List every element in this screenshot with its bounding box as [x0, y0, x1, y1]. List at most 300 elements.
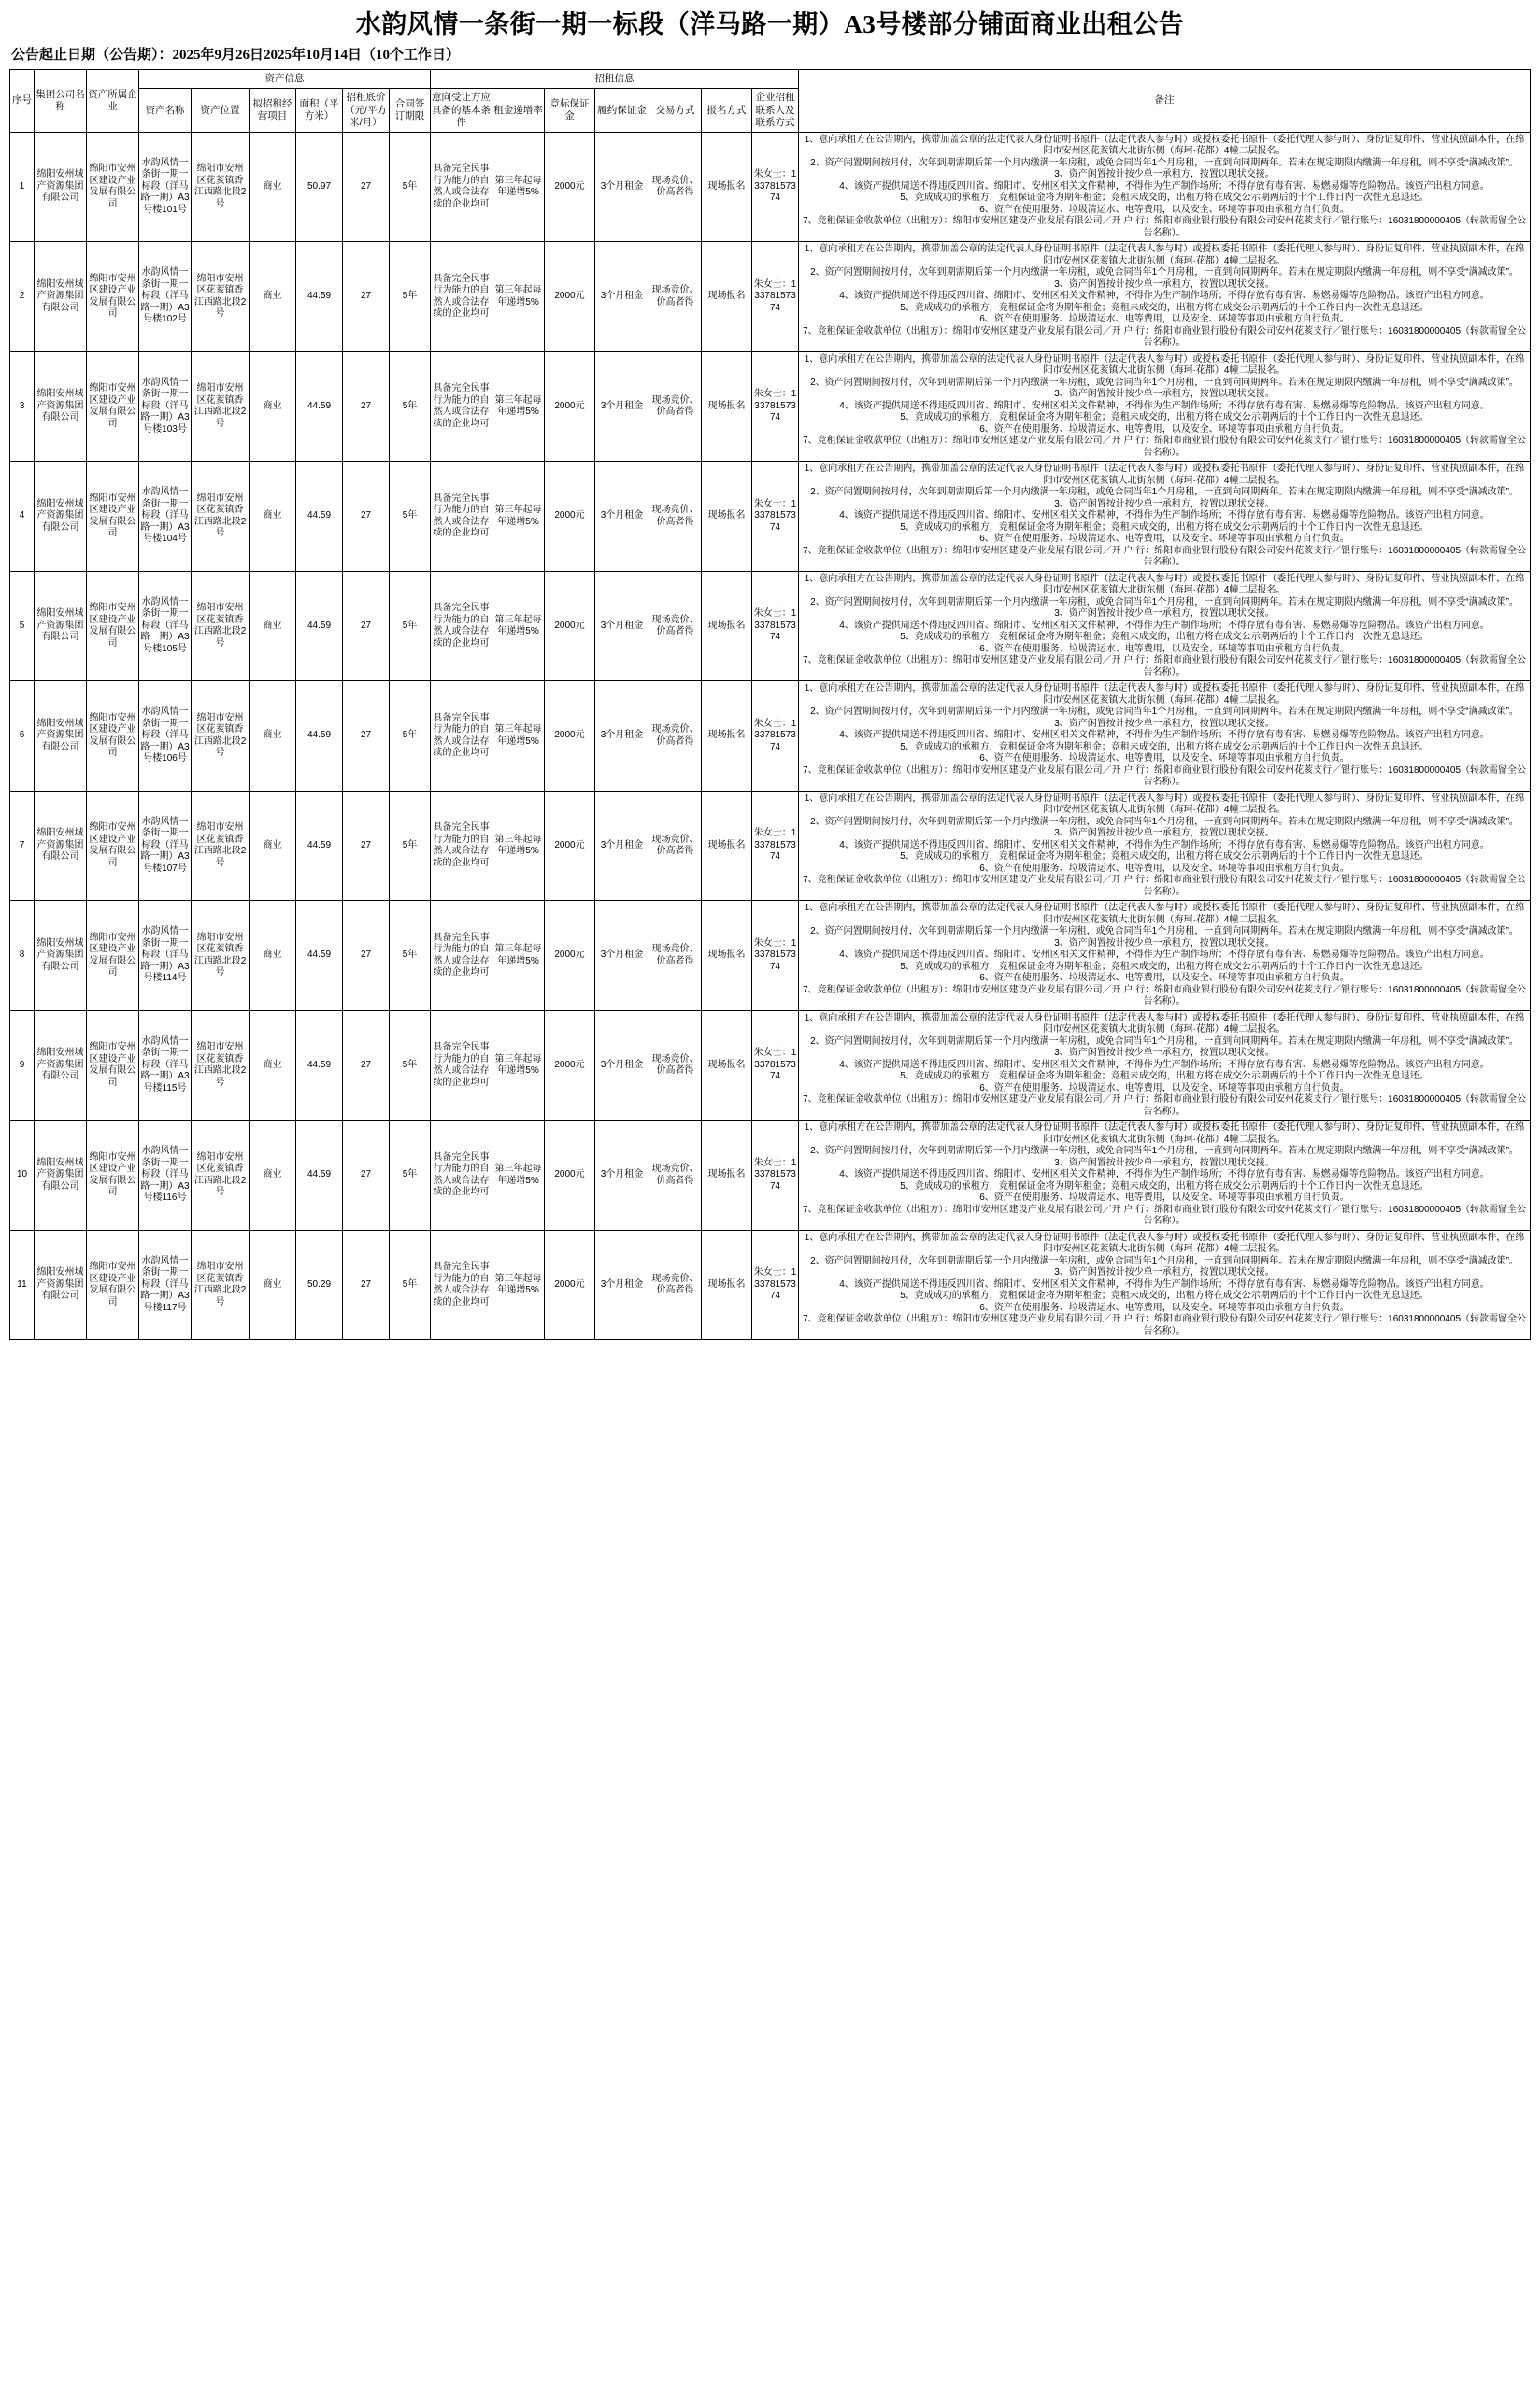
remark-line: 7、竞租保证金收款单位（出租方）：绵阳市安州区建设产业发展有限公司／开 户 行：绵阳市商业银行股份有限公司安州花荄支行／银行账号：16031800000405（转款需留全公告名称）。 [803, 1094, 1527, 1117]
cell-asset-name: 水韵风情一条街一期一标段（洋马路一期）A3号楼105号 [139, 571, 192, 681]
cell-asset-location: 绵阳市安州区花荄镇香江西路北段2号 [192, 1010, 250, 1121]
cell-growth-rate: 第三年起每年递增5% [492, 351, 545, 462]
cell-price: 27 [343, 351, 390, 462]
cell-index: 5 [10, 571, 35, 681]
cell-signup-method: 现场报名 [702, 571, 752, 681]
remark-line: 2、资产闲置期间按月付，次年到期需期后第一个月内缴满一年房租，或免合同当年1个月房租，一直到向同期两年。若未在规定期限内缴满一年房租，则不享受“满减政策”。 [810, 487, 1519, 498]
table-row [10, 1230, 1531, 1340]
cell-basic-condition: 具备完全民事行为能力的自然人或合法存续的企业均可 [431, 242, 492, 352]
cell-signup-method: 现场报名 [702, 132, 752, 242]
remark-line: 3、资产闲置按计按少单一承租方，按置以现状交接。 [1054, 1157, 1275, 1168]
header-rent-info: 招租信息 [431, 70, 799, 89]
table-row [10, 132, 1531, 242]
listing-table [9, 69, 1531, 1340]
remark-line: 2、资产闲置期间按月付，次年到期需期后第一个月内缴满一年房租，或免合同当年1个月房租，一直到向同期两年。若未在规定期限内缴满一年房租，则不享受“满减政策”。 [810, 377, 1519, 388]
cell-asset-location: 绵阳市安州区花荄镇香江西路北段2号 [192, 462, 250, 572]
cell-term: 5年 [390, 681, 431, 792]
cell-signup-method: 现场报名 [702, 681, 752, 792]
cell-asset-name: 水韵风情一条街一期一标段（洋马路一期）A3号楼117号 [139, 1230, 192, 1340]
cell-group-company: 绵阳安州城产资源集团有限公司 [35, 791, 87, 901]
cell-owner: 绵阳市安州区建设产业发展有限公司 [87, 1230, 139, 1340]
remark-line: 3、资产闲置按计按少单一承租方，按置以现状交接。 [1054, 828, 1275, 839]
cell-bond: 2000元 [545, 901, 595, 1011]
cell-bond: 2000元 [545, 791, 595, 901]
remark-line: 7、竞租保证金收款单位（出租方）：绵阳市安州区建设产业发展有限公司／开 户 行：绵阳市商业银行股份有限公司安州花荄支行／银行账号：16031800000405（转款需留全公告名称）。 [803, 216, 1527, 238]
remark-line: 2、资产闲置期间按月付，次年到期需期后第一个月内缴满一年房租，或免合同当年1个月房租，一直到向同期两年。若未在规定期限内缴满一年房租，则不享受“满减政策”。 [810, 926, 1519, 937]
remark-line: 7、竞租保证金收款单位（出租方）：绵阳市安州区建设产业发展有限公司／开 户 行：绵阳市商业银行股份有限公司安州花荄支行／银行账号：16031800000405（转款需留全公告名称）。 [803, 1314, 1527, 1336]
cell-contact: 朱女士：13378157374 [752, 571, 799, 681]
cell-remark [799, 351, 1531, 462]
cell-asset-location: 绵阳市安州区花荄镇香江西路北段2号 [192, 351, 250, 462]
remark-line: 3、资产闲置按计按少单一承租方，按置以现状交接。 [1054, 389, 1275, 400]
header-index: 序号 [10, 70, 35, 133]
cell-signup-method: 现场报名 [702, 791, 752, 901]
cell-deal-method: 现场竞价、价高者得 [649, 791, 702, 901]
cell-remark [799, 462, 1531, 572]
cell-price: 27 [343, 901, 390, 1011]
cell-growth-rate: 第三年起每年递增5% [492, 791, 545, 901]
cell-basic-condition: 具备完全民事行为能力的自然人或合法存续的企业均可 [431, 1010, 492, 1121]
remark-line: 1、意向承租方在公告期内，携带加盖公章的法定代表人身份证明书原件（法定代表人参与时）或授权委托书原件（委托代理人参与时）、身份证复印件、营业执照副本件，在绵阳市安州区花荄镇大北街东侧（海珂·花都）4幢二层报名。 [804, 1232, 1525, 1255]
cell-contact: 朱女士：13378157374 [752, 1230, 799, 1340]
remark-line: 4、该资产提供周送不得违反四川省、绵阳市、安州区相关文件精神，不得作为生产制作场所；不得存放有毒有害、易燃易爆等危险物品。该资产出租方同意。 [839, 1278, 1490, 1290]
cell-group-company: 绵阳安州城产资源集团有限公司 [35, 901, 87, 1011]
header-contact: 企业招租联系人及联系方式 [752, 89, 799, 132]
cell-index: 4 [10, 462, 35, 572]
cell-price: 27 [343, 242, 390, 352]
header-remark: 备注 [799, 70, 1531, 133]
remark-line: 5、竞成成功的承租方，竞租保证金将为期年租金；竞租未成交的，出租方将在成交公示期两后的十个工作日内一次性无息退还。 [900, 521, 1429, 533]
cell-owner: 绵阳市安州区建设产业发展有限公司 [87, 901, 139, 1011]
cell-index: 1 [10, 132, 35, 242]
cell-basic-condition: 具备完全民事行为能力的自然人或合法存续的企业均可 [431, 351, 492, 462]
remark-line: 5、竞成成功的承租方，竞租保证金将为期年租金；竞租未成交的，出租方将在成交公示期两后的十个工作日内一次性无息退还。 [900, 961, 1429, 972]
header-basic-condition: 意向受让方应具备的基本条件 [431, 89, 492, 132]
remark-line: 6、资产在使用服务、垃圾清运水、电等费用，以及安全、环境等事项由承租方自行负责。 [979, 423, 1349, 435]
remark-line: 6、资产在使用服务、垃圾清运水、电等费用，以及安全、环境等事项由承租方自行负责。 [979, 1192, 1349, 1204]
cell-signup-method: 现场报名 [702, 242, 752, 352]
header-growth-rate: 租金递增率 [492, 89, 545, 132]
cell-term: 5年 [390, 351, 431, 462]
cell-area: 44.59 [296, 351, 343, 462]
remark-line: 5、竞成成功的承租方，竞租保证金将为期年租金；竞租未成交的，出租方将在成交公示期两后的十个工作日内一次性无息退还。 [900, 632, 1429, 643]
cell-asset-location: 绵阳市安州区花荄镇香江西路北段2号 [192, 901, 250, 1011]
cell-contact: 朱女士：13378157374 [752, 462, 799, 572]
cell-remark [799, 901, 1531, 1011]
table-row [10, 462, 1531, 572]
cell-group-company: 绵阳安州城产资源集团有限公司 [35, 1121, 87, 1231]
remark-line: 1、意向承租方在公告期内，携带加盖公章的法定代表人身份证明书原件（法定代表人参与时）或授权委托书原件（委托代理人参与时）、身份证复印件、营业执照副本件，在绵阳市安州区花荄镇大北街东侧（海珂·花都）4幢二层报名。 [804, 683, 1525, 706]
cell-index: 10 [10, 1121, 35, 1231]
cell-basic-condition: 具备完全民事行为能力的自然人或合法存续的企业均可 [431, 681, 492, 792]
cell-growth-rate: 第三年起每年递增5% [492, 132, 545, 242]
cell-contact: 朱女士：13378157374 [752, 351, 799, 462]
remark-line: 2、资产闲置期间按月付，次年到期需期后第一个月内缴满一年房租，或免合同当年1个月房租，一直到向同期两年。若未在规定期限内缴满一年房租，则不享受“满减政策”。 [810, 596, 1519, 607]
cell-owner: 绵阳市安州区建设产业发展有限公司 [87, 242, 139, 352]
remark-line: 1、意向承租方在公告期内，携带加盖公章的法定代表人身份证明书原件（法定代表人参与时）或授权委托书原件（委托代理人参与时）、身份证复印件、营业执照副本件，在绵阳市安州区花荄镇大北街东侧（海珂·花都）4幢二层报名。 [804, 244, 1525, 266]
remark-line: 7、竞租保证金收款单位（出租方）：绵阳市安州区建设产业发展有限公司／开 户 行：绵阳市商业银行股份有限公司安州花荄支行／银行账号：16031800000405（转款需留全公告名称）。 [803, 764, 1527, 788]
cell-performance-bond: 3个月租金 [595, 242, 649, 352]
cell-performance-bond: 3个月租金 [595, 1230, 649, 1340]
cell-area: 44.59 [296, 1010, 343, 1121]
remark-line: 6、资产在使用服务、垃圾清运水、电等费用，以及安全、环境等事项由承租方自行负责。 [979, 534, 1349, 545]
cell-contact: 朱女士：13378157374 [752, 242, 799, 352]
cell-owner: 绵阳市安州区建设产业发展有限公司 [87, 791, 139, 901]
remark-line: 4、该资产提供周送不得违反四川省、绵阳市、安州区相关文件精神，不得作为生产制作场所；不得存放有毒有害、易燃易爆等危险物品。该资产出租方同意。 [839, 730, 1490, 741]
cell-deal-method: 现场竞价、价高者得 [649, 351, 702, 462]
cell-group-company: 绵阳安州城产资源集团有限公司 [35, 462, 87, 572]
remark-line: 6、资产在使用服务、垃圾清运水、电等费用，以及安全、环境等事项由承租方自行负责。 [979, 863, 1349, 874]
remark-line: 3、资产闲置按计按少单一承租方，按置以现状交接。 [1054, 1267, 1275, 1278]
cell-growth-rate: 第三年起每年递增5% [492, 571, 545, 681]
cell-asset-location: 绵阳市安州区花荄镇香江西路北段2号 [192, 242, 250, 352]
cell-price: 27 [343, 1230, 390, 1340]
remark-line: 6、资产在使用服务、垃圾清运水、电等费用，以及安全、环境等事项由承租方自行负责。 [979, 643, 1349, 654]
cell-performance-bond: 3个月租金 [595, 791, 649, 901]
cell-owner: 绵阳市安州区建设产业发展有限公司 [87, 462, 139, 572]
remark-line: 4、该资产提供周送不得违反四川省、绵阳市、安州区相关文件精神，不得作为生产制作场所；不得存放有毒有害、易燃易爆等危险物品。该资产出租方同意。 [839, 620, 1490, 631]
cell-performance-bond: 3个月租金 [595, 462, 649, 572]
cell-deal-method: 现场竞价、价高者得 [649, 462, 702, 572]
cell-index: 7 [10, 791, 35, 901]
remark-line: 3、资产闲置按计按少单一承租方，按置以现状交接。 [1054, 608, 1275, 620]
cell-asset-name: 水韵风情一条街一期一标段（洋马路一期）A3号楼115号 [139, 1010, 192, 1121]
remark-line: 6、资产在使用服务、垃圾清运水、电等费用，以及安全、环境等事项由承租方自行负责。 [979, 1302, 1349, 1313]
remark-line: 5、竞成成功的承租方，竞租保证金将为期年租金；竞租未成交的，出租方将在成交公示期两后的十个工作日内一次性无息退还。 [900, 302, 1429, 313]
cell-price: 27 [343, 571, 390, 681]
cell-term: 5年 [390, 242, 431, 352]
cell-contact: 朱女士：13378157374 [752, 132, 799, 242]
announcement-period [11, 47, 1531, 65]
cell-group-company: 绵阳安州城产资源集团有限公司 [35, 132, 87, 242]
announcement-period-label: 公告起止日期（公告期）： [11, 47, 173, 63]
remark-line: 2、资产闲置期间按月付，次年到期需期后第一个月内缴满一年房租，或免合同当年1个月房租，一直到向同期两年。若未在规定期限内缴满一年房租，则不享受“满减政策”。 [810, 267, 1519, 278]
cell-bond: 2000元 [545, 132, 595, 242]
remark-line: 5、竞成成功的承租方，竞租保证金将为期年租金；竞租未成交的，出租方将在成交公示期两后的十个工作日内一次性无息退还。 [900, 412, 1429, 423]
cell-deal-method: 现场竞价、价高者得 [649, 681, 702, 792]
remark-line: 4、该资产提供周送不得违反四川省、绵阳市、安州区相关文件精神，不得作为生产制作场所；不得存放有毒有害、易燃易爆等危险物品。该资产出租方同意。 [839, 950, 1490, 961]
remark-line: 7、竞租保证金收款单位（出租方）：绵阳市安州区建设产业发展有限公司／开 户 行：绵阳市商业银行股份有限公司安州花荄支行／银行账号：16031800000405（转款需留全公告名称）。 [803, 325, 1527, 349]
cell-area: 50.97 [296, 132, 343, 242]
table-row [10, 901, 1531, 1011]
remark-line: 3、资产闲置按计按少单一承租方，按置以现状交接。 [1054, 937, 1275, 949]
cell-bond: 2000元 [545, 571, 595, 681]
cell-index: 11 [10, 1230, 35, 1340]
cell-index: 2 [10, 242, 35, 352]
cell-deal-method: 现场竞价、价高者得 [649, 571, 702, 681]
cell-bond: 2000元 [545, 681, 595, 792]
remark-line: 6、资产在使用服务、垃圾清运水、电等费用，以及安全、环境等事项由承租方自行负责。 [979, 204, 1349, 215]
table-row [10, 1121, 1531, 1231]
remark-line: 5、竞成成功的承租方，竞租保证金将为期年租金；竞租未成交的，出租方将在成交公示期两后的十个工作日内一次性无息退还。 [900, 1180, 1429, 1192]
header-area: 面积（平方米） [296, 89, 343, 132]
remark-line: 1、意向承租方在公告期内，携带加盖公章的法定代表人身份证明书原件（法定代表人参与时）或授权委托书原件（委托代理人参与时）、身份证复印件、营业执照副本件，在绵阳市安州区花荄镇大北街东侧（海珂·花都）4幢二层报名。 [804, 573, 1525, 596]
header-signup-method: 报名方式 [702, 89, 752, 132]
cell-growth-rate: 第三年起每年递增5% [492, 1121, 545, 1231]
cell-deal-method: 现场竞价、价高者得 [649, 901, 702, 1011]
remark-line: 4、该资产提供周送不得违反四川省、绵阳市、安州区相关文件精神，不得作为生产制作场所；不得存放有毒有害、易燃易爆等危险物品。该资产出租方同意。 [839, 1059, 1490, 1070]
cell-contact: 朱女士：13378157374 [752, 901, 799, 1011]
cell-area: 44.59 [296, 462, 343, 572]
cell-project: 商业 [250, 901, 296, 1011]
cell-area: 44.59 [296, 242, 343, 352]
cell-deal-method: 现场竞价、价高者得 [649, 1010, 702, 1121]
remark-line: 4、该资产提供周送不得违反四川省、绵阳市、安州区相关文件精神，不得作为生产制作场所；不得存放有毒有害、易燃易爆等危险物品。该资产出租方同意。 [839, 510, 1490, 521]
cell-growth-rate: 第三年起每年递增5% [492, 1010, 545, 1121]
header-deal-method: 交易方式 [649, 89, 702, 132]
cell-performance-bond: 3个月租金 [595, 571, 649, 681]
cell-bond: 2000元 [545, 1230, 595, 1340]
cell-asset-name: 水韵风情一条街一期一标段（洋马路一期）A3号楼102号 [139, 242, 192, 352]
cell-project: 商业 [250, 462, 296, 572]
cell-term: 5年 [390, 1230, 431, 1340]
cell-signup-method: 现场报名 [702, 1230, 752, 1340]
remark-line: 2、资产闲置期间按月付，次年到期需期后第一个月内缴满一年房租，或免合同当年1个月房租，一直到向同期两年。若未在规定期限内缴满一年房租，则不享受“满减政策”。 [810, 157, 1519, 168]
remark-line: 2、资产闲置期间按月付，次年到期需期后第一个月内缴满一年房租，或免合同当年1个月房租，一直到向同期两年。若未在规定期限内缴满一年房租，则不享受“满减政策”。 [810, 1255, 1519, 1266]
cell-project: 商业 [250, 242, 296, 352]
table-row [10, 242, 1531, 352]
cell-project: 商业 [250, 132, 296, 242]
cell-group-company: 绵阳安州城产资源集团有限公司 [35, 242, 87, 352]
cell-term: 5年 [390, 791, 431, 901]
cell-area: 44.59 [296, 681, 343, 792]
remark-line: 2、资产闲置期间按月付，次年到期需期后第一个月内缴满一年房租，或免合同当年1个月房租，一直到向同期两年。若未在规定期限内缴满一年房租，则不享受“满减政策”。 [810, 1035, 1519, 1047]
remark-line: 6、资产在使用服务、垃圾清运水、电等费用，以及安全、环境等事项由承租方自行负责。 [979, 973, 1349, 984]
cell-bond: 2000元 [545, 1010, 595, 1121]
cell-area: 50.29 [296, 1230, 343, 1340]
table-body [10, 132, 1531, 1340]
cell-group-company: 绵阳安州城产资源集团有限公司 [35, 351, 87, 462]
cell-performance-bond: 3个月租金 [595, 901, 649, 1011]
cell-area: 44.59 [296, 1121, 343, 1231]
cell-performance-bond: 3个月租金 [595, 132, 649, 242]
cell-price: 27 [343, 1010, 390, 1121]
cell-asset-location: 绵阳市安州区花荄镇香江西路北段2号 [192, 681, 250, 792]
cell-group-company: 绵阳安州城产资源集团有限公司 [35, 571, 87, 681]
cell-remark [799, 242, 1531, 352]
remark-line: 3、资产闲置按计按少单一承租方，按置以现状交接。 [1054, 498, 1275, 509]
cell-area: 44.59 [296, 791, 343, 901]
cell-asset-name: 水韵风情一条街一期一标段（洋马路一期）A3号楼106号 [139, 681, 192, 792]
cell-owner: 绵阳市安州区建设产业发展有限公司 [87, 1010, 139, 1121]
cell-asset-location: 绵阳市安州区花荄镇香江西路北段2号 [192, 571, 250, 681]
header-asset-name: 资产名称 [139, 89, 192, 132]
cell-term: 5年 [390, 901, 431, 1011]
cell-performance-bond: 3个月租金 [595, 681, 649, 792]
cell-term: 5年 [390, 132, 431, 242]
cell-remark [799, 681, 1531, 792]
cell-signup-method: 现场报名 [702, 351, 752, 462]
cell-term: 5年 [390, 1010, 431, 1121]
remark-line: 3、资产闲置按计按少单一承租方，按置以现状交接。 [1054, 278, 1275, 290]
remark-line: 4、该资产提供周送不得违反四川省、绵阳市、安州区相关文件精神，不得作为生产制作场所；不得存放有毒有害、易燃易爆等危险物品。该资产出租方同意。 [839, 400, 1490, 411]
cell-owner: 绵阳市安州区建设产业发展有限公司 [87, 132, 139, 242]
cell-project: 商业 [250, 791, 296, 901]
cell-growth-rate: 第三年起每年递增5% [492, 1230, 545, 1340]
cell-growth-rate: 第三年起每年递增5% [492, 901, 545, 1011]
header-asset-location: 资产位置 [192, 89, 250, 132]
remark-line: 6、资产在使用服务、垃圾清运水、电等费用，以及安全、环境等事项由承租方自行负责。 [979, 1082, 1349, 1093]
remark-line: 2、资产闲置期间按月付，次年到期需期后第一个月内缴满一年房租，或免合同当年1个月房租，一直到向同期两年。若未在规定期限内缴满一年房租，则不享受“满减政策”。 [810, 707, 1519, 718]
cell-asset-location: 绵阳市安州区花荄镇香江西路北段2号 [192, 791, 250, 901]
cell-performance-bond: 3个月租金 [595, 1010, 649, 1121]
header-asset-info: 资产信息 [139, 70, 431, 89]
remark-line: 3、资产闲置按计按少单一承租方，按置以现状交接。 [1054, 169, 1275, 180]
cell-basic-condition: 具备完全民事行为能力的自然人或合法存续的企业均可 [431, 1230, 492, 1340]
remark-line: 3、资产闲置按计按少单一承租方，按置以现状交接。 [1054, 718, 1275, 729]
cell-asset-name: 水韵风情一条街一期一标段（洋马路一期）A3号楼104号 [139, 462, 192, 572]
cell-price: 27 [343, 1121, 390, 1231]
cell-asset-location: 绵阳市安州区花荄镇香江西路北段2号 [192, 1230, 250, 1340]
cell-growth-rate: 第三年起每年递增5% [492, 242, 545, 352]
remark-line: 1、意向承租方在公告期内，携带加盖公章的法定代表人身份证明书原件（法定代表人参与时）或授权委托书原件（委托代理人参与时）、身份证复印件、营业执照副本件，在绵阳市安州区花荄镇大北街东侧（海珂·花都）4幢二层报名。 [804, 353, 1525, 377]
cell-owner: 绵阳市安州区建设产业发展有限公司 [87, 681, 139, 792]
cell-project: 商业 [250, 571, 296, 681]
cell-asset-name: 水韵风情一条街一期一标段（洋马路一期）A3号楼116号 [139, 1121, 192, 1231]
cell-basic-condition: 具备完全民事行为能力的自然人或合法存续的企业均可 [431, 132, 492, 242]
header-owner: 资产所属企业 [87, 70, 139, 133]
table-row [10, 1010, 1531, 1121]
remark-line: 6、资产在使用服务、垃圾清运水、电等费用，以及安全、环境等事项由承租方自行负责。 [979, 753, 1349, 764]
remark-line: 5、竞成成功的承租方，竞租保证金将为期年租金；竞租未成交的，出租方将在成交公示期两后的十个工作日内一次性无息退还。 [900, 741, 1429, 752]
remark-line: 1、意向承租方在公告期内，携带加盖公章的法定代表人身份证明书原件（法定代表人参与时）或授权委托书原件（委托代理人参与时）、身份证复印件、营业执照副本件，在绵阳市安州区花荄镇大北街东侧（海珂·花都）4幢二层报名。 [804, 903, 1525, 925]
remark-line: 7、竞租保证金收款单位（出租方）：绵阳市安州区建设产业发展有限公司／开 户 行：绵阳市商业银行股份有限公司安州花荄支行／银行账号：16031800000405（转款需留全公告名称）。 [803, 436, 1527, 458]
table-row [10, 571, 1531, 681]
cell-index: 6 [10, 681, 35, 792]
page-title: 水韵风情一条街一期一标段（洋马路一期）A3号楼部分铺面商业出租公告 [355, 10, 1185, 38]
remark-line: 6、资产在使用服务、垃圾清运水、电等费用，以及安全、环境等事项由承租方自行负责。 [979, 314, 1349, 325]
cell-contact: 朱女士：13378157374 [752, 791, 799, 901]
remark-line: 5、竞成成功的承租方，竞租保证金将为期年租金；竞租未成交的，出租方将在成交公示期两后的十个工作日内一次性无息退还。 [900, 193, 1429, 204]
cell-remark [799, 1010, 1531, 1121]
remark-line: 4、该资产提供周送不得违反四川省、绵阳市、安州区相关文件精神，不得作为生产制作场所；不得存放有毒有害、易燃易爆等危险物品。该资产出租方同意。 [839, 839, 1490, 850]
cell-project: 商业 [250, 1121, 296, 1231]
cell-project: 商业 [250, 1010, 296, 1121]
cell-area: 44.59 [296, 901, 343, 1011]
cell-signup-method: 现场报名 [702, 1010, 752, 1121]
remark-line: 5、竞成成功的承租方，竞租保证金将为期年租金；竞租未成交的，出租方将在成交公示期两后的十个工作日内一次性无息退还。 [900, 1291, 1429, 1302]
cell-group-company: 绵阳安州城产资源集团有限公司 [35, 1010, 87, 1121]
remark-line: 2、资产闲置期间按月付，次年到期需期后第一个月内缴满一年房租，或免合同当年1个月房租，一直到向同期两年。若未在规定期限内缴满一年房租，则不享受“满减政策”。 [810, 1146, 1519, 1157]
cell-term: 5年 [390, 571, 431, 681]
cell-basic-condition: 具备完全民事行为能力的自然人或合法存续的企业均可 [431, 462, 492, 572]
cell-asset-name: 水韵风情一条街一期一标段（洋马路一期）A3号楼103号 [139, 351, 192, 462]
header-price: 招租底价（元/平方米/月） [343, 89, 390, 132]
cell-price: 27 [343, 791, 390, 901]
cell-basic-condition: 具备完全民事行为能力的自然人或合法存续的企业均可 [431, 791, 492, 901]
cell-index: 3 [10, 351, 35, 462]
cell-bond: 2000元 [545, 462, 595, 572]
cell-price: 27 [343, 132, 390, 242]
cell-remark [799, 1121, 1531, 1231]
cell-performance-bond: 3个月租金 [595, 1121, 649, 1231]
remark-line: 2、资产闲置期间按月付，次年到期需期后第一个月内缴满一年房租，或免合同当年1个月房租，一直到向同期两年。若未在规定期限内缴满一年房租，则不享受“满减政策”。 [810, 816, 1519, 827]
cell-term: 5年 [390, 1121, 431, 1231]
cell-owner: 绵阳市安州区建设产业发展有限公司 [87, 571, 139, 681]
header-performance-bond: 履约保证金 [595, 89, 649, 132]
header-project: 拟招租经营项目 [250, 89, 296, 132]
cell-project: 商业 [250, 681, 296, 792]
cell-term: 5年 [390, 462, 431, 572]
remark-line: 1、意向承租方在公告期内，携带加盖公章的法定代表人身份证明书原件（法定代表人参与时）或授权委托书原件（委托代理人参与时）、身份证复印件、营业执照副本件，在绵阳市安州区花荄镇大北街东侧（海珂·花都）4幢二层报名。 [804, 793, 1525, 816]
cell-basic-condition: 具备完全民事行为能力的自然人或合法存续的企业均可 [431, 1121, 492, 1231]
header-term: 合同签订期限 [390, 89, 431, 132]
cell-area: 44.59 [296, 571, 343, 681]
cell-group-company: 绵阳安州城产资源集团有限公司 [35, 681, 87, 792]
cell-owner: 绵阳市安州区建设产业发展有限公司 [87, 1121, 139, 1231]
cell-bond: 2000元 [545, 242, 595, 352]
header-bond: 竞标保证金 [545, 89, 595, 132]
cell-growth-rate: 第三年起每年递增5% [492, 681, 545, 792]
table-head [10, 70, 1531, 133]
cell-owner: 绵阳市安州区建设产业发展有限公司 [87, 351, 139, 462]
cell-signup-method: 现场报名 [702, 1121, 752, 1231]
cell-contact: 朱女士：13378157374 [752, 1121, 799, 1231]
cell-remark [799, 1230, 1531, 1340]
cell-remark [799, 132, 1531, 242]
remark-line: 5、竞成成功的承租方，竞租保证金将为期年租金；竞租未成交的，出租方将在成交公示期两后的十个工作日内一次性无息退还。 [900, 851, 1429, 863]
cell-basic-condition: 具备完全民事行为能力的自然人或合法存续的企业均可 [431, 901, 492, 1011]
cell-index: 8 [10, 901, 35, 1011]
cell-price: 27 [343, 462, 390, 572]
remark-line: 5、竞成成功的承租方，竞租保证金将为期年租金；竞租未成交的，出租方将在成交公示期两后的十个工作日内一次性无息退还。 [900, 1071, 1429, 1082]
cell-remark [799, 791, 1531, 901]
table-row [10, 681, 1531, 792]
remark-line: 7、竞租保证金收款单位（出租方）：绵阳市安州区建设产业发展有限公司／开 户 行：绵阳市商业银行股份有限公司安州花荄支行／银行账号：16031800000405（转款需留全公告名称）。 [803, 875, 1527, 897]
cell-asset-location: 绵阳市安州区花荄镇香江西路北段2号 [192, 1121, 250, 1231]
cell-signup-method: 现场报名 [702, 462, 752, 572]
remark-line: 1、意向承租方在公告期内，携带加盖公章的法定代表人身份证明书原件（法定代表人参与时）或授权委托书原件（委托代理人参与时）、身份证复印件、营业执照副本件，在绵阳市安州区花荄镇大北街东侧（海珂·花都）4幢二层报名。 [804, 464, 1525, 486]
cell-asset-name: 水韵风情一条街一期一标段（洋马路一期）A3号楼107号 [139, 791, 192, 901]
cell-index: 9 [10, 1010, 35, 1121]
cell-contact: 朱女士：13378157374 [752, 1010, 799, 1121]
remark-line: 4、该资产提供周送不得违反四川省、绵阳市、安州区相关文件精神，不得作为生产制作场所；不得存放有毒有害、易燃易爆等危险物品。该资产出租方同意。 [839, 1169, 1490, 1180]
remark-line: 7、竞租保证金收款单位（出租方）：绵阳市安州区建设产业发展有限公司／开 户 行：绵阳市商业银行股份有限公司安州花荄支行／银行账号：16031800000405（转款需留全公告名称）。 [803, 655, 1527, 678]
remark-line: 7、竞租保证金收款单位（出租方）：绵阳市安州区建设产业发展有限公司／开 户 行：绵阳市商业银行股份有限公司安州花荄支行／银行账号：16031800000405（转款需留全公告名称）。 [803, 1204, 1527, 1227]
cell-growth-rate: 第三年起每年递增5% [492, 462, 545, 572]
remark-line: 7、竞租保证金收款单位（出租方）：绵阳市安州区建设产业发展有限公司／开 户 行：绵阳市商业银行股份有限公司安州花荄支行／银行账号：16031800000405（转款需留全公告名称）。 [803, 984, 1527, 1007]
cell-project: 商业 [250, 1230, 296, 1340]
cell-basic-condition: 具备完全民事行为能力的自然人或合法存续的企业均可 [431, 571, 492, 681]
cell-deal-method: 现场竞价、价高者得 [649, 132, 702, 242]
table-group-header-row [10, 70, 1531, 89]
cell-asset-name: 水韵风情一条街一期一标段（洋马路一期）A3号楼114号 [139, 901, 192, 1011]
remark-line: 1、意向承租方在公告期内，携带加盖公章的法定代表人身份证明书原件（法定代表人参与时）或授权委托书原件（委托代理人参与时）、身份证复印件、营业执照副本件，在绵阳市安州区花荄镇大北街东侧（海珂·花都）4幢二层报名。 [804, 1122, 1525, 1145]
remark-line: 4、该资产提供周送不得违反四川省、绵阳市、安州区相关文件精神，不得作为生产制作场所；不得存放有毒有害、易燃易爆等危险物品。该资产出租方同意。 [839, 180, 1490, 192]
cell-bond: 2000元 [545, 351, 595, 462]
table-row [10, 791, 1531, 901]
header-group-company: 集团公司名称 [35, 70, 87, 133]
cell-deal-method: 现场竞价、价高者得 [649, 1230, 702, 1340]
cell-deal-method: 现场竞价、价高者得 [649, 1121, 702, 1231]
cell-bond: 2000元 [545, 1121, 595, 1231]
remark-line: 1、意向承租方在公告期内，携带加盖公章的法定代表人身份证明书原件（法定代表人参与时）或授权委托书原件（委托代理人参与时）、身份证复印件、营业执照副本件，在绵阳市安州区花荄镇大北街东侧（海珂·花都）4幢二层报名。 [804, 134, 1525, 157]
cell-contact: 朱女士：13378157374 [752, 681, 799, 792]
remark-line: 7、竞租保证金收款单位（出租方）：绵阳市安州区建设产业发展有限公司／开 户 行：绵阳市商业银行股份有限公司安州花荄支行／银行账号：16031800000405（转款需留全公告名称）。 [803, 545, 1527, 568]
remark-line: 1、意向承租方在公告期内，携带加盖公章的法定代表人身份证明书原件（法定代表人参与时）或授权委托书原件（委托代理人参与时）、身份证复印件、营业执照副本件，在绵阳市安州区花荄镇大北街东侧（海珂·花都）4幢二层报名。 [804, 1012, 1525, 1035]
cell-asset-location: 绵阳市安州区花荄镇香江西路北段2号 [192, 132, 250, 242]
remark-line: 3、资产闲置按计按少单一承租方，按置以现状交接。 [1054, 1048, 1275, 1059]
cell-signup-method: 现场报名 [702, 901, 752, 1011]
cell-remark [799, 571, 1531, 681]
cell-group-company: 绵阳安州城产资源集团有限公司 [35, 1230, 87, 1340]
cell-asset-name: 水韵风情一条街一期一标段（洋马路一期）A3号楼101号 [139, 132, 192, 242]
announcement-period-value: 2025年9月26日2025年10月14日（10个工作日） [172, 47, 461, 63]
cell-performance-bond: 3个月租金 [595, 351, 649, 462]
table-row [10, 351, 1531, 462]
remark-line: 4、该资产提供周送不得违反四川省、绵阳市、安州区相关文件精神，不得作为生产制作场所；不得存放有毒有害、易燃易爆等危险物品。该资产出租方同意。 [839, 291, 1490, 302]
cell-deal-method: 现场竞价、价高者得 [649, 242, 702, 352]
